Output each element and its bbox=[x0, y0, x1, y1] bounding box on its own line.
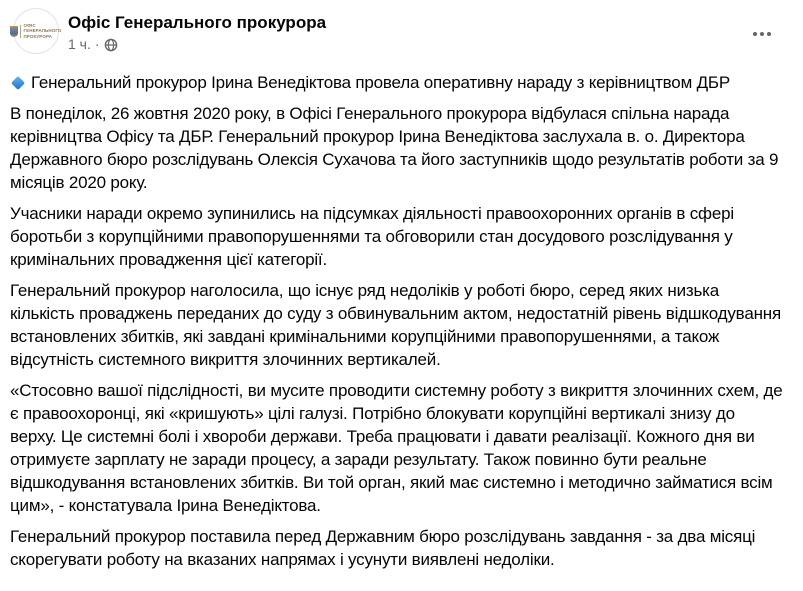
logo-text-line2: ГЕНЕРАЛЬНОГО bbox=[23, 28, 62, 34]
ellipsis-dot bbox=[760, 32, 764, 36]
post-headline bbox=[10, 71, 785, 94]
post-paragraph: Генеральний прокурор поставила перед Державним бюро розслідувань завдання - за два місяці скорегувати роботу на вказаних напрямах і усунути виявлені недоліки. bbox=[10, 527, 756, 569]
header-text-block bbox=[68, 8, 747, 54]
post-paragraph: «Стосовно вашої підслідності, ви мусите проводити системну роботу з викриття злочинних схем, де є правоохоронці, які «кришують» цілі галузі. Потрібно блокувати корупційні вертикалі знизу до верху. Це системні болі і хвороби держави. Треба працювати і давати реалізації. Кожного дня ви отримуєте зарплату не заради процесу, а заради результату. Також повинно бути реальне відшкодування встановлених збитків. Ви той орган, який має системно і методично займатися всім цим», - констатувала Ірина Венедіктова. bbox=[10, 381, 783, 515]
post-headline-text: Генеральний прокурор Ірина Венедіктова провела оперативну нараду з керівництвом ДБР bbox=[31, 73, 730, 92]
timestamp-link[interactable]: 1 ч. bbox=[68, 36, 91, 52]
small-blue-diamond-icon bbox=[11, 76, 25, 90]
post-paragraph: Учасники наради окремо зупинились на підсумках діяльності правоохоронних органів в сфері боротьби з корупційними правопорушеннями та обговорили стан досудового розслідування у кримінальних провадження цієї категорії. bbox=[10, 204, 734, 269]
ellipsis-dot bbox=[753, 32, 757, 36]
post-meta bbox=[68, 35, 747, 54]
meta-separator: · bbox=[94, 36, 100, 52]
page-name-link[interactable]: Офіс Генерального прокурора bbox=[68, 13, 327, 32]
logo-text-line3: ПРОКУРОРА bbox=[23, 33, 53, 39]
logo-text-line1: ОФІС bbox=[23, 22, 36, 28]
trident-shield-icon bbox=[10, 26, 18, 37]
post-paragraph: Генеральний прокурор наголосила, що існує ряд недоліків у роботі бюро, серед яких низька кількість проваджень переданих до суду з обвинувальним актом, недостатній рівень відшкодування встановлених збитків, які завдані кримінальними корупційними правопорушеннями, а також відсутність системного викриття злочинних вертикалей. bbox=[10, 281, 781, 369]
post-paragraph: В понеділок, 26 жовтня 2020 року, в Офісі Генерального прокурора відбулася спільна нарада керівництва Офісу та ДБР. Генеральний прокурор Ірина Венедіктова заслухала в. о. Директора Державного бюро розслідувань Олексія Сухачова та його заступників щодо результатів роботи за 9 місяців 2020 року. bbox=[10, 104, 779, 192]
page-avatar[interactable] bbox=[13, 8, 62, 54]
post-header bbox=[0, 0, 803, 62]
logo-divider bbox=[20, 25, 21, 38]
globe-public-icon bbox=[104, 38, 118, 52]
post-content bbox=[0, 62, 803, 571]
logo-text bbox=[23, 23, 61, 40]
more-options-button[interactable] bbox=[747, 26, 777, 42]
ellipsis-dot bbox=[767, 32, 771, 36]
page-logo bbox=[10, 23, 61, 40]
